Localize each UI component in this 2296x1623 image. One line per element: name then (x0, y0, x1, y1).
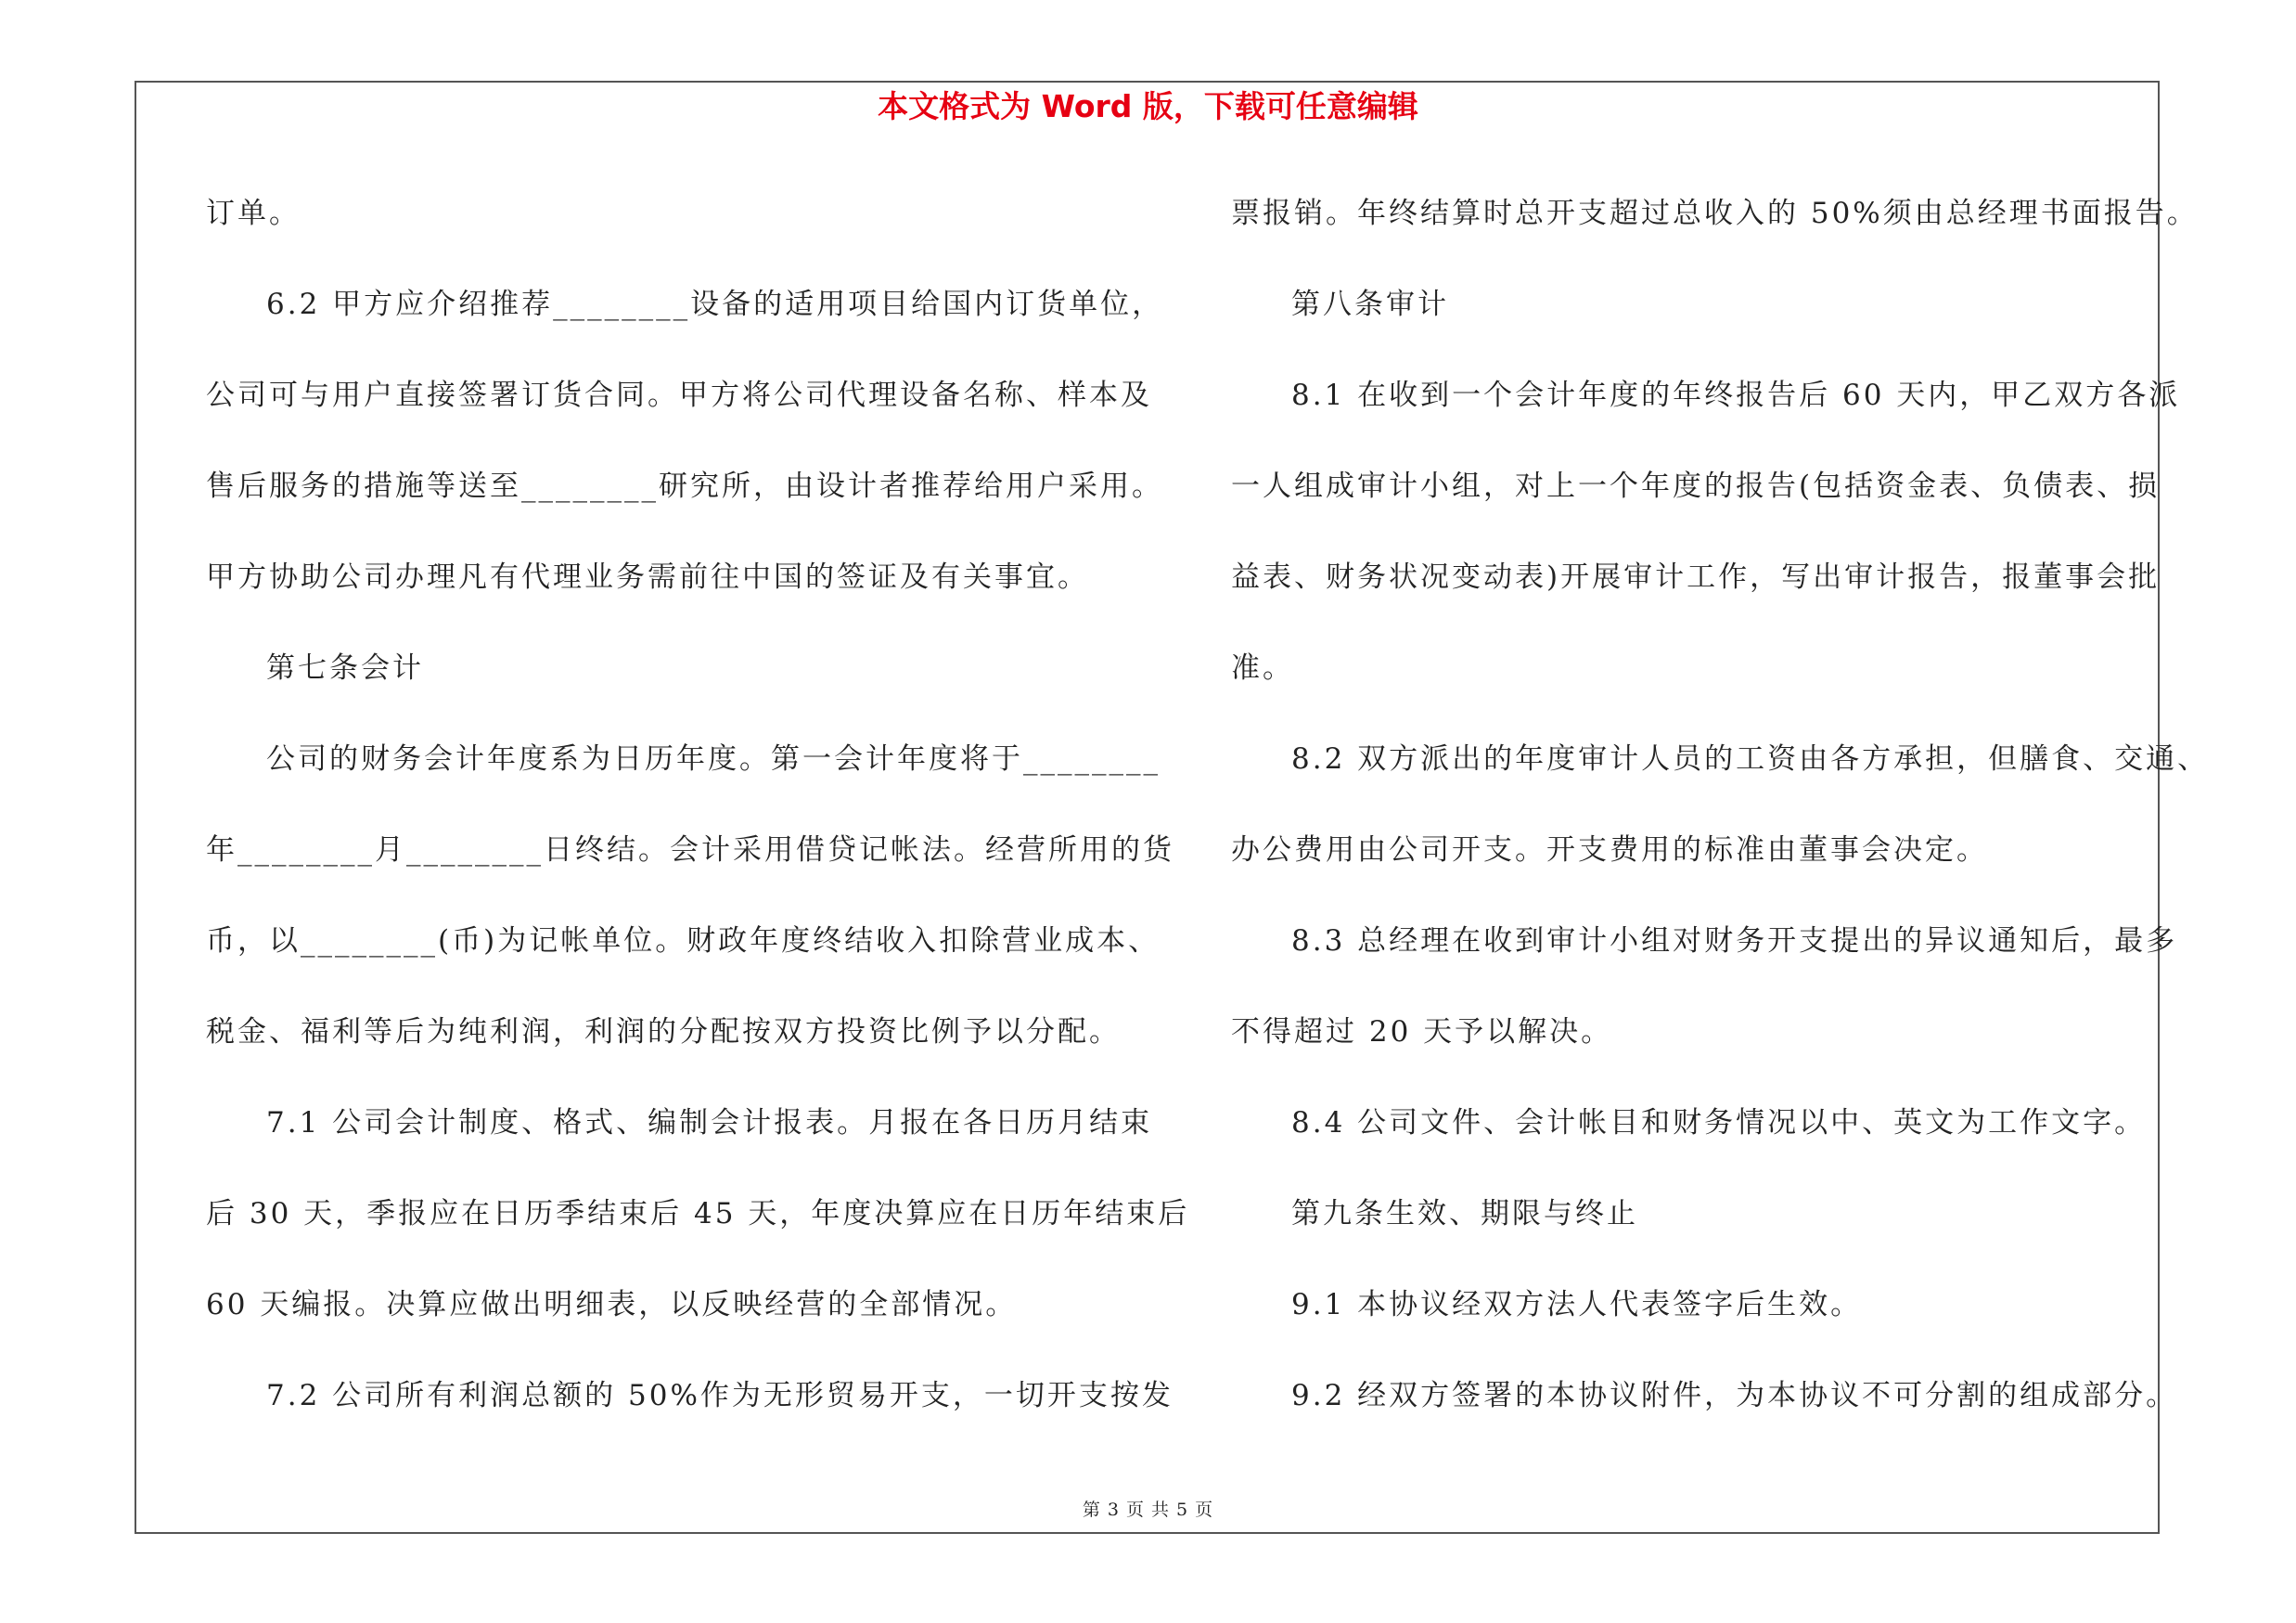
left-column (206, 190, 1190, 1463)
text-line: 8.1 在收到一个会计年度的年终报告后 60 天内，甲乙双方各派 (1291, 379, 2181, 412)
text-line: 币，以________(币)为记帐单位。财政年度终结收入扣除营业成本、 (206, 924, 1161, 958)
text-line: 第八条审计 (1291, 288, 1449, 321)
text-line: 8.3 总经理在收到审计小组对财务开支提出的异议通知后，最多 (1291, 924, 2178, 958)
text-line: 订单。 (206, 197, 301, 230)
text-line: 办公费用由公司开支。开支费用的标准由董事会决定。 (1231, 833, 1988, 867)
text-line: 一人组成审计小组，对上一个年度的报告(包括资金表、负债表、损 (1231, 470, 2161, 503)
text-line: 年________月________日终结。会计采用借贷记帐法。经营所用的货 (206, 833, 1174, 867)
format-banner: 本文格式为 Word 版，下载可任意编辑 (878, 88, 1418, 124)
text-line: 9.2 经双方签署的本协议附件，为本协议不可分割的组成部分。 (1291, 1379, 2178, 1412)
text-line: 准。 (1231, 651, 1294, 685)
right-column (1231, 190, 2210, 1463)
text-line: 8.2 双方派出的年度审计人员的工资由各方承担，但膳食、交通、 (1291, 742, 2210, 776)
text-line: 第七条会计 (266, 651, 424, 685)
text-line: 8.4 公司文件、会计帐目和财务情况以中、英文为工作文字。 (1291, 1106, 2147, 1140)
page-footer: 第 3 页 共 5 页 (1082, 1500, 1214, 1520)
text-line: 后 30 天，季报应在日历季结束后 45 天，年度决算应在日历年结束后 (206, 1197, 1190, 1230)
text-line: 公司的财务会计年度系为日历年度。第一会计年度将于________ (266, 742, 1161, 776)
text-line: 公司可与用户直接签署订货合同。甲方将公司代理设备名称、样本及 (206, 379, 1152, 412)
text-line: 60 天编报。决算应做出明细表，以反映经营的全部情况。 (206, 1288, 1018, 1321)
text-line: 7.2 公司所有利润总额的 50%作为无形贸易开支，一切开支按发 (266, 1379, 1174, 1412)
text-line: 售后服务的措施等送至________研究所，由设计者推荐给用户采用。 (206, 470, 1163, 503)
text-line: 6.2 甲方应介绍推荐________设备的适用项目给国内订货单位， (266, 288, 1164, 321)
text-line: 9.1 本协议经双方法人代表签字后生效。 (1291, 1288, 1863, 1321)
text-line: 益表、财务状况变动表)开展审计工作，写出审计报告，报董事会批 (1231, 560, 2161, 594)
text-line: 票报销。年终结算时总开支超过总收入的 50%须由总经理书面报告。 (1231, 197, 2199, 230)
text-line: 甲方协助公司办理凡有代理业务需前往中国的签证及有关事宜。 (206, 560, 1089, 594)
text-line: 不得超过 20 天予以解决。 (1231, 1015, 1613, 1049)
text-line: 7.1 公司会计制度、格式、编制会计报表。月报在各日历月结束 (266, 1106, 1153, 1140)
text-line: 税金、福利等后为纯利润，利润的分配按双方投资比例予以分配。 (206, 1015, 1121, 1049)
text-line: 第九条生效、期限与终止 (1291, 1197, 1638, 1230)
